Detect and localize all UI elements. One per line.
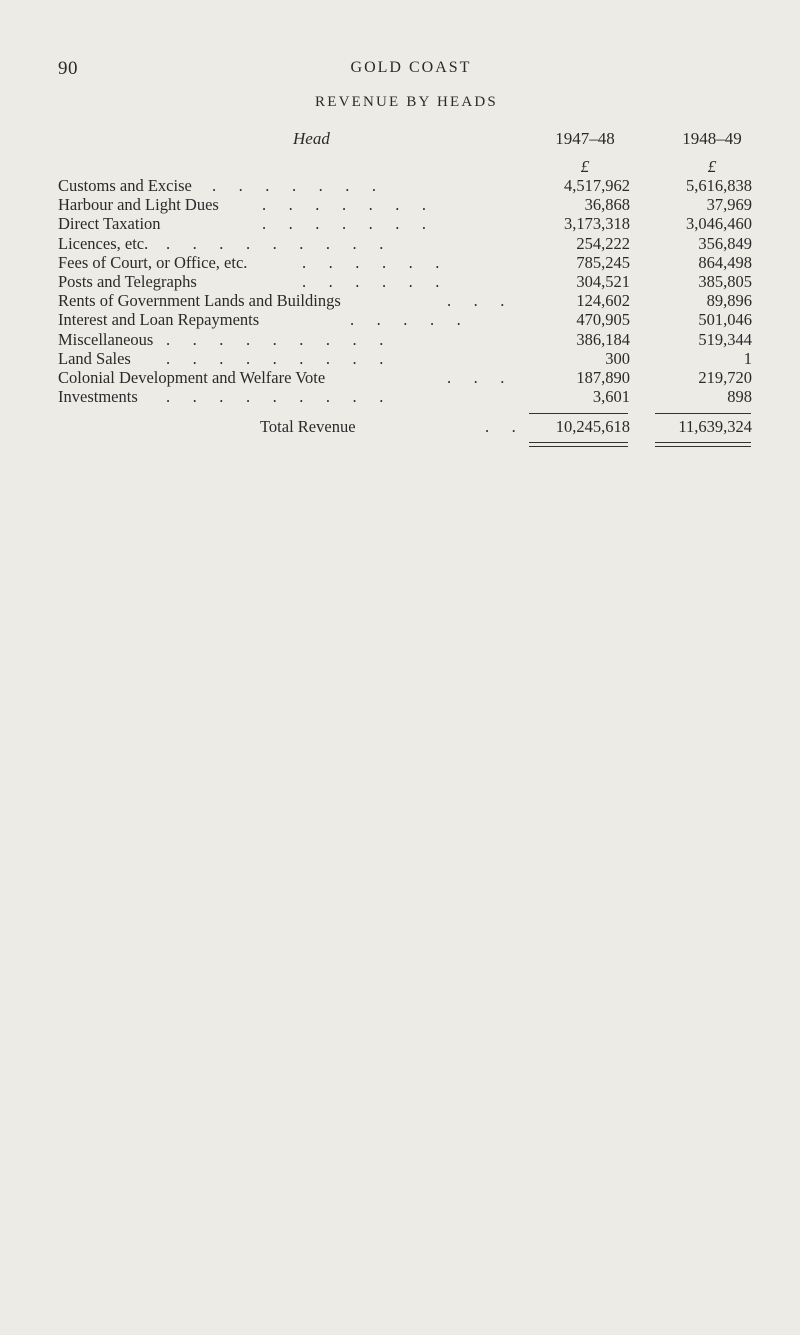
table-row bbox=[0, 214, 800, 233]
value-1948-49: 89,896 bbox=[706, 291, 752, 311]
dots: . . . bbox=[447, 367, 514, 387]
dots: . . . . . . . bbox=[212, 176, 386, 195]
total-double-rule-1947-48 bbox=[529, 442, 628, 447]
value-1948-49: 219,720 bbox=[698, 367, 752, 387]
row-label: Direct Taxation bbox=[58, 214, 161, 234]
row-label: Harbour and Light Dues bbox=[58, 195, 219, 215]
row-label: Land Sales bbox=[58, 348, 131, 368]
value-1947-48: 187,890 bbox=[576, 367, 630, 387]
table-row bbox=[0, 291, 800, 310]
column-year-1: 1947–48 bbox=[555, 129, 615, 148]
value-1948-49: 5,616,838 bbox=[686, 176, 752, 195]
value-1948-49: 898 bbox=[727, 387, 752, 407]
table-row bbox=[0, 253, 800, 272]
value-1947-48: 3,601 bbox=[592, 387, 630, 407]
value-1947-48: 124,602 bbox=[576, 291, 630, 311]
total-double-rule-1948-49 bbox=[655, 442, 751, 447]
value-1947-48: 4,517,962 bbox=[564, 176, 630, 195]
dots: . . . . . . . bbox=[262, 195, 436, 215]
column-year-2: 1948–49 bbox=[682, 129, 742, 148]
table-row bbox=[0, 387, 800, 406]
dots: . . . . . . . bbox=[262, 214, 436, 234]
table-row bbox=[0, 330, 800, 349]
value-1947-48: 254,222 bbox=[576, 233, 630, 253]
dots: . . . . . . bbox=[302, 252, 449, 272]
row-label: Colonial Development and Welfare Vote bbox=[58, 367, 326, 387]
value-1948-49: 37,969 bbox=[706, 195, 752, 215]
value-1948-49: 3,046,460 bbox=[686, 214, 752, 234]
value-1948-49: 864,498 bbox=[698, 252, 752, 272]
subtotal-rule-1948-49 bbox=[655, 413, 751, 414]
value-1948-49: 1 bbox=[743, 348, 752, 368]
value-1947-48: 470,905 bbox=[576, 310, 630, 330]
value-1947-48: 304,521 bbox=[576, 271, 630, 291]
value-1948-49: 356,849 bbox=[698, 233, 752, 253]
dots: . . . . . . . . . bbox=[166, 329, 393, 349]
unit-year-1: £ bbox=[580, 157, 590, 176]
value-1948-49: 501,046 bbox=[698, 310, 752, 330]
running-head: GOLD COAST bbox=[350, 59, 472, 76]
dots: . . . . . . . . . bbox=[166, 348, 393, 368]
row-label: Miscellaneous bbox=[58, 329, 154, 349]
value-1947-48: 3,173,318 bbox=[564, 214, 630, 234]
row-label: Fees of Court, or Office, etc. bbox=[58, 252, 248, 272]
dots: . . . . . . bbox=[302, 271, 449, 291]
value-1948-49: 385,805 bbox=[698, 271, 752, 291]
table-row bbox=[0, 349, 800, 368]
table-row bbox=[0, 368, 800, 387]
row-label: Rents of Government Lands and Buildings bbox=[58, 291, 341, 311]
dots: . . . . . bbox=[350, 310, 470, 330]
value-1947-48: 785,245 bbox=[576, 252, 630, 272]
row-label: Posts and Telegraphs bbox=[58, 271, 197, 291]
total-label: Total Revenue bbox=[260, 417, 356, 436]
table-row bbox=[0, 176, 800, 195]
value-1947-48: 36,868 bbox=[584, 195, 630, 215]
table-row bbox=[0, 272, 800, 291]
dots: . . . . . . . . . bbox=[166, 233, 393, 253]
value-1947-48: 386,184 bbox=[576, 329, 630, 349]
row-label: Customs and Excise bbox=[58, 176, 192, 195]
revenue-rows bbox=[0, 176, 800, 406]
table-row bbox=[0, 234, 800, 253]
row-label: Interest and Loan Repayments bbox=[58, 310, 260, 330]
value-1947-48: 300 bbox=[605, 348, 630, 368]
table-row bbox=[0, 310, 800, 329]
dots: . . . . . . . . . bbox=[166, 387, 393, 407]
row-label: Licences, etc. bbox=[58, 233, 149, 253]
unit-year-2: £ bbox=[707, 157, 717, 176]
row-label: Investments bbox=[58, 387, 138, 407]
total-1947-48: 10,245,618 bbox=[555, 417, 630, 436]
column-head-label: Head bbox=[293, 129, 330, 148]
table-title: REVENUE BY HEADS bbox=[315, 94, 498, 110]
dots: . . bbox=[485, 417, 525, 436]
total-1948-49: 11,639,324 bbox=[678, 417, 752, 436]
value-1948-49: 519,344 bbox=[698, 329, 752, 349]
table-row bbox=[0, 195, 800, 214]
total-row bbox=[0, 416, 800, 438]
page-number: 90 bbox=[58, 58, 78, 79]
dots: . . . bbox=[447, 291, 514, 311]
subtotal-rule-1947-48 bbox=[529, 413, 628, 414]
